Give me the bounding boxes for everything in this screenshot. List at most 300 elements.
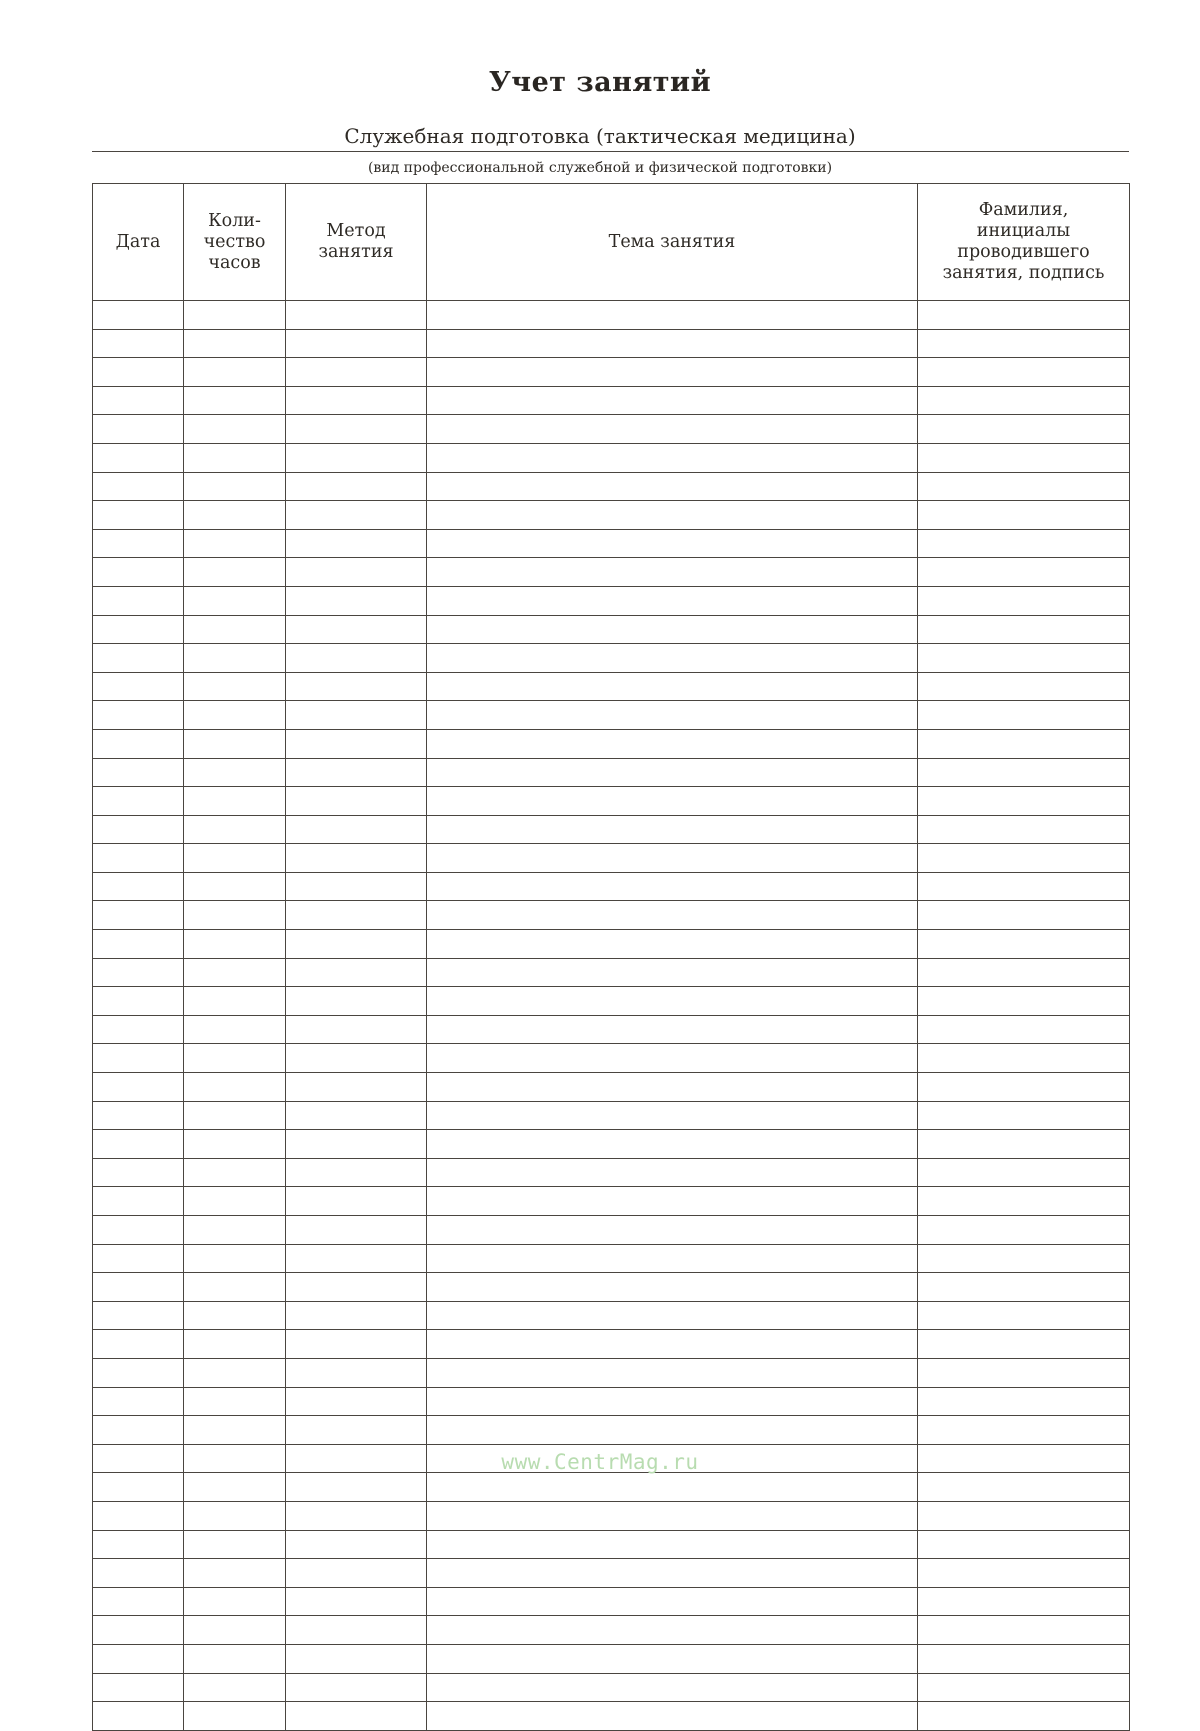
cell-hours[interactable] xyxy=(184,1644,286,1673)
cell-signature[interactable] xyxy=(918,958,1130,987)
cell-method[interactable] xyxy=(286,1301,427,1330)
cell-hours[interactable] xyxy=(184,672,286,701)
table-row xyxy=(93,1130,1130,1159)
cell-hours[interactable] xyxy=(184,1158,286,1187)
cell-signature[interactable] xyxy=(918,815,1130,844)
cell-date[interactable] xyxy=(93,1559,184,1588)
cell-method[interactable] xyxy=(286,729,427,758)
cell-method[interactable] xyxy=(286,615,427,644)
cell-hours[interactable] xyxy=(184,472,286,501)
cell-signature[interactable] xyxy=(918,386,1130,415)
cell-hours[interactable] xyxy=(184,1216,286,1245)
cell-hours[interactable] xyxy=(184,1587,286,1616)
cell-topic[interactable] xyxy=(427,1616,918,1645)
cell-date[interactable] xyxy=(93,1387,184,1416)
cell-method[interactable] xyxy=(286,529,427,558)
table-row xyxy=(93,501,1130,530)
cell-date[interactable] xyxy=(93,672,184,701)
table-row xyxy=(93,872,1130,901)
table-row xyxy=(93,1301,1130,1330)
table-row xyxy=(93,615,1130,644)
table-row xyxy=(93,1673,1130,1702)
table-row xyxy=(93,815,1130,844)
cell-date[interactable] xyxy=(93,529,184,558)
cell-method[interactable] xyxy=(286,501,427,530)
column-header-date: Дата xyxy=(93,184,184,301)
cell-date[interactable] xyxy=(93,701,184,730)
cell-date[interactable] xyxy=(93,758,184,787)
cell-hours[interactable] xyxy=(184,615,286,644)
cell-date[interactable] xyxy=(93,1015,184,1044)
cell-topic[interactable] xyxy=(427,1702,918,1731)
cell-signature[interactable] xyxy=(918,1158,1130,1187)
cell-signature[interactable] xyxy=(918,1530,1130,1559)
table-row xyxy=(93,1073,1130,1102)
cell-method[interactable] xyxy=(286,987,427,1016)
cell-signature[interactable] xyxy=(918,1244,1130,1273)
cell-date[interactable] xyxy=(93,1216,184,1245)
cell-date[interactable] xyxy=(93,1530,184,1559)
cell-signature[interactable] xyxy=(918,787,1130,816)
cell-date[interactable] xyxy=(93,386,184,415)
cell-method[interactable] xyxy=(286,1130,427,1159)
cell-topic[interactable] xyxy=(427,1187,918,1216)
table-row xyxy=(93,787,1130,816)
cell-hours[interactable] xyxy=(184,1616,286,1645)
cell-signature[interactable] xyxy=(918,1187,1130,1216)
table-row xyxy=(93,987,1130,1016)
cell-topic[interactable] xyxy=(427,586,918,615)
table-row xyxy=(93,529,1130,558)
table-row xyxy=(93,758,1130,787)
cell-topic[interactable] xyxy=(427,1587,918,1616)
cell-hours[interactable] xyxy=(184,758,286,787)
cell-signature[interactable] xyxy=(918,987,1130,1016)
cell-topic[interactable] xyxy=(427,729,918,758)
cell-topic[interactable] xyxy=(427,558,918,587)
cell-date[interactable] xyxy=(93,815,184,844)
cell-signature[interactable] xyxy=(918,472,1130,501)
training-type-caption: (вид профессиональной служебной и физической подготовки) xyxy=(367,160,833,176)
cell-topic[interactable] xyxy=(427,415,918,444)
cell-topic[interactable] xyxy=(427,1530,918,1559)
cell-hours[interactable] xyxy=(184,415,286,444)
cell-signature[interactable] xyxy=(918,529,1130,558)
cell-topic[interactable] xyxy=(427,930,918,959)
table-row xyxy=(93,386,1130,415)
cell-hours[interactable] xyxy=(184,1101,286,1130)
cell-hours[interactable] xyxy=(184,1530,286,1559)
cell-date[interactable] xyxy=(93,1673,184,1702)
cell-method[interactable] xyxy=(286,787,427,816)
table-row xyxy=(93,472,1130,501)
cell-date[interactable] xyxy=(93,1044,184,1073)
cell-hours[interactable] xyxy=(184,987,286,1016)
cell-signature[interactable] xyxy=(918,1559,1130,1588)
cell-topic[interactable] xyxy=(427,386,918,415)
cell-signature[interactable] xyxy=(918,1473,1130,1502)
cell-date[interactable] xyxy=(93,1358,184,1387)
cell-date[interactable] xyxy=(93,1130,184,1159)
cell-signature[interactable] xyxy=(918,1130,1130,1159)
cell-method[interactable] xyxy=(286,358,427,387)
cell-signature[interactable] xyxy=(918,615,1130,644)
cell-method[interactable] xyxy=(286,1273,427,1302)
cell-method[interactable] xyxy=(286,1473,427,1502)
cell-signature[interactable] xyxy=(918,1358,1130,1387)
cell-hours[interactable] xyxy=(184,1559,286,1588)
cell-hours[interactable] xyxy=(184,529,286,558)
cell-signature[interactable] xyxy=(918,558,1130,587)
table-row xyxy=(93,1330,1130,1359)
cell-signature[interactable] xyxy=(918,443,1130,472)
cell-date[interactable] xyxy=(93,472,184,501)
cell-signature[interactable] xyxy=(918,1101,1130,1130)
cell-topic[interactable] xyxy=(427,1044,918,1073)
cell-topic[interactable] xyxy=(427,501,918,530)
table-row xyxy=(93,1416,1130,1445)
cell-method[interactable] xyxy=(286,386,427,415)
cell-topic[interactable] xyxy=(427,301,918,330)
cell-signature[interactable] xyxy=(918,1301,1130,1330)
table-row xyxy=(93,1216,1130,1245)
cell-method[interactable] xyxy=(286,958,427,987)
cell-date[interactable] xyxy=(93,1273,184,1302)
table-row xyxy=(93,443,1130,472)
cell-topic[interactable] xyxy=(427,672,918,701)
cell-hours[interactable] xyxy=(184,1015,286,1044)
cell-signature[interactable] xyxy=(918,644,1130,673)
table-row xyxy=(93,672,1130,701)
cell-topic[interactable] xyxy=(427,329,918,358)
cell-date[interactable] xyxy=(93,443,184,472)
table-row xyxy=(93,1015,1130,1044)
cell-method[interactable] xyxy=(286,1330,427,1359)
cell-topic[interactable] xyxy=(427,958,918,987)
cell-topic[interactable] xyxy=(427,1301,918,1330)
cell-signature[interactable] xyxy=(918,1330,1130,1359)
cell-method[interactable] xyxy=(286,672,427,701)
cell-hours[interactable] xyxy=(184,386,286,415)
cell-topic[interactable] xyxy=(427,1273,918,1302)
table-body xyxy=(93,301,1130,1731)
cell-hours[interactable] xyxy=(184,443,286,472)
cell-signature[interactable] xyxy=(918,872,1130,901)
cell-method[interactable] xyxy=(286,1187,427,1216)
cell-date[interactable] xyxy=(93,615,184,644)
training-type-underline xyxy=(92,151,1129,152)
cell-topic[interactable] xyxy=(427,1358,918,1387)
cell-date[interactable] xyxy=(93,1473,184,1502)
table-header-row xyxy=(93,184,1130,301)
cell-hours[interactable] xyxy=(184,729,286,758)
cell-topic[interactable] xyxy=(427,1130,918,1159)
cell-date[interactable] xyxy=(93,1187,184,1216)
cell-signature[interactable] xyxy=(918,1387,1130,1416)
cell-signature[interactable] xyxy=(918,1587,1130,1616)
column-header-hours: Коли- чество часов xyxy=(184,184,286,301)
cell-method[interactable] xyxy=(286,930,427,959)
table-row xyxy=(93,1244,1130,1273)
cell-signature[interactable] xyxy=(918,1644,1130,1673)
cell-method[interactable] xyxy=(286,1673,427,1702)
cell-date[interactable] xyxy=(93,329,184,358)
cell-hours[interactable] xyxy=(184,1473,286,1502)
cell-topic[interactable] xyxy=(427,1216,918,1245)
cell-signature[interactable] xyxy=(918,1044,1130,1073)
table-row xyxy=(93,930,1130,959)
cell-signature[interactable] xyxy=(918,758,1130,787)
cell-hours[interactable] xyxy=(184,1073,286,1102)
table-row xyxy=(93,1559,1130,1588)
column-header-signature: Фамилия, инициалы проводившего занятия, подпись xyxy=(918,184,1130,301)
cell-signature[interactable] xyxy=(918,358,1130,387)
cell-topic[interactable] xyxy=(427,1644,918,1673)
cell-date[interactable] xyxy=(93,415,184,444)
cell-date[interactable] xyxy=(93,987,184,1016)
cell-topic[interactable] xyxy=(427,615,918,644)
cell-method[interactable] xyxy=(286,1244,427,1273)
cell-signature[interactable] xyxy=(918,301,1130,330)
cell-topic[interactable] xyxy=(427,1015,918,1044)
column-header-method: Метод занятия xyxy=(286,184,427,301)
cell-topic[interactable] xyxy=(427,358,918,387)
table-row xyxy=(93,1044,1130,1073)
cell-hours[interactable] xyxy=(184,701,286,730)
cell-method[interactable] xyxy=(286,1616,427,1645)
cell-date[interactable] xyxy=(93,358,184,387)
cell-date[interactable] xyxy=(93,930,184,959)
cell-signature[interactable] xyxy=(918,672,1130,701)
column-header-topic: Тема занятия xyxy=(427,184,918,301)
cell-topic[interactable] xyxy=(427,701,918,730)
table-row xyxy=(93,1587,1130,1616)
cell-signature[interactable] xyxy=(918,1501,1130,1530)
watermark: www.CentrMag.ru xyxy=(501,1450,699,1474)
cell-signature[interactable] xyxy=(918,586,1130,615)
cell-signature[interactable] xyxy=(918,1673,1130,1702)
cell-topic[interactable] xyxy=(427,844,918,873)
cell-signature[interactable] xyxy=(918,1273,1130,1302)
cell-hours[interactable] xyxy=(184,787,286,816)
cell-method[interactable] xyxy=(286,701,427,730)
table-row xyxy=(93,958,1130,987)
cell-date[interactable] xyxy=(93,1644,184,1673)
table-row xyxy=(93,901,1130,930)
cell-signature[interactable] xyxy=(918,844,1130,873)
cell-hours[interactable] xyxy=(184,644,286,673)
cell-hours[interactable] xyxy=(184,958,286,987)
cell-hours[interactable] xyxy=(184,901,286,930)
cell-date[interactable] xyxy=(93,872,184,901)
cell-date[interactable] xyxy=(93,1702,184,1731)
cell-hours[interactable] xyxy=(184,501,286,530)
table-row xyxy=(93,558,1130,587)
table-row xyxy=(93,586,1130,615)
cell-date[interactable] xyxy=(93,844,184,873)
cell-method[interactable] xyxy=(286,1073,427,1102)
lessons-table xyxy=(92,183,1130,1731)
table-row xyxy=(93,1387,1130,1416)
cell-date[interactable] xyxy=(93,1073,184,1102)
cell-method[interactable] xyxy=(286,815,427,844)
cell-date[interactable] xyxy=(93,958,184,987)
cell-date[interactable] xyxy=(93,301,184,330)
cell-topic[interactable] xyxy=(427,758,918,787)
cell-signature[interactable] xyxy=(918,901,1130,930)
cell-signature[interactable] xyxy=(918,1015,1130,1044)
cell-date[interactable] xyxy=(93,1416,184,1445)
cell-date[interactable] xyxy=(93,644,184,673)
cell-date[interactable] xyxy=(93,1616,184,1645)
cell-signature[interactable] xyxy=(918,701,1130,730)
cell-topic[interactable] xyxy=(427,901,918,930)
cell-signature[interactable] xyxy=(918,1616,1130,1645)
cell-date[interactable] xyxy=(93,1244,184,1273)
cell-signature[interactable] xyxy=(918,329,1130,358)
cell-topic[interactable] xyxy=(427,987,918,1016)
cell-hours[interactable] xyxy=(184,1273,286,1302)
cell-method[interactable] xyxy=(286,1501,427,1530)
cell-method[interactable] xyxy=(286,558,427,587)
table-row xyxy=(93,1158,1130,1187)
cell-hours[interactable] xyxy=(184,815,286,844)
cell-topic[interactable] xyxy=(427,1501,918,1530)
cell-topic[interactable] xyxy=(427,443,918,472)
cell-hours[interactable] xyxy=(184,1330,286,1359)
table-row xyxy=(93,1616,1130,1645)
cell-signature[interactable] xyxy=(918,729,1130,758)
cell-signature[interactable] xyxy=(918,930,1130,959)
cell-method[interactable] xyxy=(286,1387,427,1416)
cell-hours[interactable] xyxy=(184,1301,286,1330)
cell-topic[interactable] xyxy=(427,1330,918,1359)
cell-hours[interactable] xyxy=(184,1358,286,1387)
table-row xyxy=(93,1644,1130,1673)
cell-date[interactable] xyxy=(93,501,184,530)
cell-signature[interactable] xyxy=(918,1702,1130,1731)
table-row xyxy=(93,1473,1130,1502)
cell-method[interactable] xyxy=(286,844,427,873)
cell-signature[interactable] xyxy=(918,1416,1130,1445)
cell-hours[interactable] xyxy=(184,1244,286,1273)
cell-method[interactable] xyxy=(286,1644,427,1673)
cell-hours[interactable] xyxy=(184,329,286,358)
table-row xyxy=(93,329,1130,358)
cell-hours[interactable] xyxy=(184,1044,286,1073)
cell-topic[interactable] xyxy=(427,472,918,501)
cell-method[interactable] xyxy=(286,301,427,330)
cell-topic[interactable] xyxy=(427,644,918,673)
table-row xyxy=(93,1187,1130,1216)
table-row xyxy=(93,415,1130,444)
cell-hours[interactable] xyxy=(184,558,286,587)
cell-topic[interactable] xyxy=(427,1473,918,1502)
table-row xyxy=(93,358,1130,387)
cell-topic[interactable] xyxy=(427,815,918,844)
cell-method[interactable] xyxy=(286,1587,427,1616)
cell-date[interactable] xyxy=(93,729,184,758)
table-row xyxy=(93,1501,1130,1530)
cell-method[interactable] xyxy=(286,1358,427,1387)
cell-topic[interactable] xyxy=(427,1559,918,1588)
cell-method[interactable] xyxy=(286,1015,427,1044)
cell-method[interactable] xyxy=(286,1530,427,1559)
cell-signature[interactable] xyxy=(918,1073,1130,1102)
cell-hours[interactable] xyxy=(184,1130,286,1159)
cell-hours[interactable] xyxy=(184,586,286,615)
table-row xyxy=(93,1273,1130,1302)
cell-method[interactable] xyxy=(286,1158,427,1187)
cell-date[interactable] xyxy=(93,1101,184,1130)
cell-signature[interactable] xyxy=(918,415,1130,444)
cell-hours[interactable] xyxy=(184,1702,286,1731)
cell-hours[interactable] xyxy=(184,1501,286,1530)
cell-topic[interactable] xyxy=(427,529,918,558)
cell-method[interactable] xyxy=(286,1702,427,1731)
cell-topic[interactable] xyxy=(427,1101,918,1130)
cell-hours[interactable] xyxy=(184,358,286,387)
cell-method[interactable] xyxy=(286,1559,427,1588)
table-row xyxy=(93,1358,1130,1387)
cell-method[interactable] xyxy=(286,1216,427,1245)
cell-hours[interactable] xyxy=(184,1387,286,1416)
cell-topic[interactable] xyxy=(427,787,918,816)
cell-hours[interactable] xyxy=(184,930,286,959)
cell-date[interactable] xyxy=(93,901,184,930)
cell-method[interactable] xyxy=(286,329,427,358)
cell-method[interactable] xyxy=(286,758,427,787)
cell-method[interactable] xyxy=(286,1044,427,1073)
cell-method[interactable] xyxy=(286,644,427,673)
cell-method[interactable] xyxy=(286,1101,427,1130)
cell-method[interactable] xyxy=(286,586,427,615)
cell-hours[interactable] xyxy=(184,1673,286,1702)
cell-method[interactable] xyxy=(286,472,427,501)
cell-method[interactable] xyxy=(286,1416,427,1445)
cell-hours[interactable] xyxy=(184,872,286,901)
cell-method[interactable] xyxy=(286,901,427,930)
table-row xyxy=(93,701,1130,730)
table-row xyxy=(93,729,1130,758)
cell-date[interactable] xyxy=(93,1301,184,1330)
cell-date[interactable] xyxy=(93,558,184,587)
cell-date[interactable] xyxy=(93,1158,184,1187)
cell-topic[interactable] xyxy=(427,1158,918,1187)
cell-date[interactable] xyxy=(93,586,184,615)
cell-date[interactable] xyxy=(93,787,184,816)
cell-hours[interactable] xyxy=(184,844,286,873)
cell-date[interactable] xyxy=(93,1501,184,1530)
cell-date[interactable] xyxy=(93,1330,184,1359)
cell-hours[interactable] xyxy=(184,301,286,330)
cell-topic[interactable] xyxy=(427,1387,918,1416)
cell-topic[interactable] xyxy=(427,1244,918,1273)
cell-hours[interactable] xyxy=(184,1187,286,1216)
document-title: Учет занятий xyxy=(488,67,712,98)
cell-topic[interactable] xyxy=(427,872,918,901)
cell-method[interactable] xyxy=(286,443,427,472)
cell-topic[interactable] xyxy=(427,1073,918,1102)
cell-topic[interactable] xyxy=(427,1673,918,1702)
cell-method[interactable] xyxy=(286,872,427,901)
cell-method[interactable] xyxy=(286,415,427,444)
cell-signature[interactable] xyxy=(918,501,1130,530)
cell-signature[interactable] xyxy=(918,1216,1130,1245)
cell-date[interactable] xyxy=(93,1587,184,1616)
cell-topic[interactable] xyxy=(427,1416,918,1445)
cell-hours[interactable] xyxy=(184,1416,286,1445)
